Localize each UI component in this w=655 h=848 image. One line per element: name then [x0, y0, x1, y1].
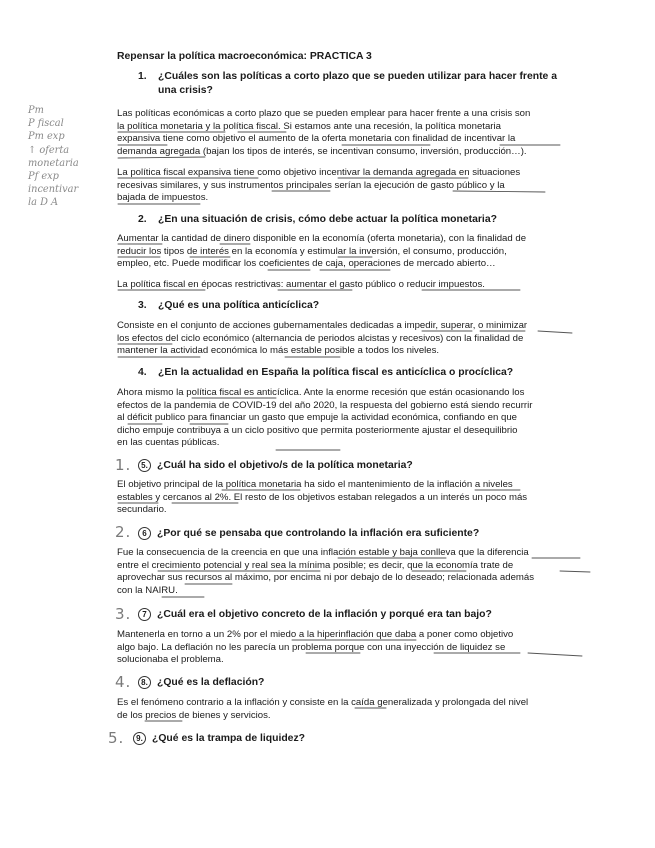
- question-number: 2.: [138, 214, 147, 225]
- question-text: ¿En la actualidad en España la política fiscal es anticíclica o procíclica?: [158, 367, 514, 378]
- margin-note: Pm exp: [28, 131, 65, 143]
- question-number: 6: [138, 527, 151, 540]
- text-line: Fue la consecuencia de la creencia en que una inflación estable y baja conlleva que la diferencia: [117, 547, 529, 558]
- text-line: entre el crecimiento potencial y real sea la mínima posible; es decir, que la economía trate de: [117, 559, 514, 571]
- underline-mark: [528, 653, 582, 656]
- handwritten-number: 3.: [115, 605, 132, 623]
- document-title: Repensar la política macroeconómica: PRACTICA 3: [117, 51, 372, 62]
- question-text: ¿Por qué se pensaba que controlando la inflación era suficiente?: [157, 528, 480, 539]
- margin-note: incentivar: [28, 184, 79, 196]
- text-line: dicho empuje contribuya a un ciclo positivo que permita posteriormente ajustar el desequilibrio: [117, 424, 518, 436]
- text-line: con la NAIRU.: [117, 584, 178, 596]
- text-line: Aumentar la cantidad de dinero disponible en la economía (oferta monetaria), con la finalidad de: [117, 233, 527, 244]
- text-line: Es el fenómeno contrario a la inflación y consiste en la caída generalizada y prolongada del nivel: [117, 697, 529, 708]
- question-number: 7: [138, 608, 151, 621]
- question-text: ¿Qué es la trampa de liquidez?: [152, 733, 306, 744]
- margin-note: la D A: [28, 197, 59, 209]
- margin-note: ↑ oferta: [28, 144, 70, 156]
- margin-note: P fiscal: [28, 118, 64, 130]
- text-line: aprovechar sus recursos al máximo, por encima ni por debajo de lo deseado; relacionada además: [117, 572, 535, 584]
- text-line: recesivas similares, y sus instrumentos principales serían la ejecución de gasto público y la: [117, 179, 505, 191]
- margin-note: monetaria: [28, 157, 79, 169]
- question-text: ¿Cuál ha sido el objetivo/s de la política monetaria?: [157, 460, 413, 471]
- text-line: algo bajo. La deflación no les parecía un problema porque con una inyección de liquidez se: [117, 641, 506, 653]
- margin-note: Pm: [28, 105, 44, 116]
- question-number: 5.: [138, 459, 151, 472]
- text-line: Consiste en el conjunto de acciones gubernamentales dedicadas a impedir, superar, o minimizar: [117, 320, 528, 331]
- question-number: 8.: [138, 676, 151, 689]
- text-line: La política fiscal expansiva tiene como objetivo incentivar la demanda agregada en situaciones: [117, 167, 521, 178]
- question-number: 9.: [133, 732, 146, 745]
- question-text: ¿Cuáles son las políticas a corto plazo que se pueden utilizar para hacer frente a: [158, 71, 557, 82]
- underline-mark: [118, 157, 205, 158]
- text-line: bajada de impuestos.: [117, 192, 209, 204]
- question-number: 4.: [138, 367, 147, 378]
- text-line: La política fiscal en épocas restrictivas: aumentar el gasto público o reducir impuestos.: [117, 279, 485, 290]
- underline-mark: [538, 331, 572, 333]
- text-line: reducir los tipos de interés en la economía y estimular la inversión, el consumo, producción,: [117, 245, 507, 257]
- text-line: Las políticas económicas a corto plazo que se pueden emplear para hacer frente a una crisis son: [117, 108, 531, 119]
- text-line: los efectos del ciclo económico (alternancia de periodos alcistas y recesivos) con la finalidad de: [117, 332, 524, 344]
- underline-mark: [453, 191, 545, 192]
- handwritten-number: 4.: [115, 673, 132, 691]
- text-line: demanda agregada (bajan los tipos de interés, se incentivan consumo, inversión, producción…).: [117, 145, 527, 157]
- text-line: solucionaba el problema.: [117, 654, 224, 666]
- question-text: ¿Qué es la deflación?: [157, 677, 265, 688]
- question-number: 1.: [138, 71, 147, 82]
- text-line: El objetivo principal de la política monetaria ha sido el mantenimiento de la inflación a niveles: [117, 479, 513, 490]
- text-line: de los precios de bienes y servicios.: [117, 709, 271, 721]
- handwritten-number: 2.: [115, 523, 132, 541]
- question-number: 3.: [138, 300, 147, 311]
- text-line: estables y cercanos al 2%. El resto de los objetivos estaban relegados a un interés un poco más: [117, 491, 528, 503]
- text-line: Mantenerla en torno a un 2% por el miedo a la hiperinflación que daba a poner como objetivo: [117, 629, 514, 640]
- text-line: en las cuentas públicas.: [117, 437, 220, 449]
- text-line: expansiva tiene como objetivo el aumento de la oferta monetaria con finalidad de incentivar la: [117, 133, 516, 145]
- question-text: ¿Cuál era el objetivo concreto de la inflación y porqué era tan bajo?: [157, 609, 492, 620]
- question-text: ¿Qué es una política anticíclica?: [158, 300, 320, 311]
- underline-mark: [560, 571, 590, 572]
- handwritten-number: 5.: [108, 729, 125, 747]
- margin-note: Pf exp: [28, 171, 59, 183]
- text-line: Ahora mismo la política fiscal es anticíclica. Ante la enorme recesión que están ocasionando los: [117, 387, 525, 398]
- text-line: secundario.: [117, 504, 167, 516]
- handwritten-number: 1.: [115, 456, 132, 474]
- question-text-cont: una crisis?: [158, 85, 213, 96]
- text-line: mantener la actividad económica lo más estable posible a todos los niveles.: [117, 345, 440, 357]
- text-line: la política monetaria y la política fiscal. Si estamos ante una recesión, la política monetaria: [117, 120, 501, 132]
- text-line: efectos de la pandemia de COVID-19 del año 2020, la respuesta del gobierno está siendo recurrir: [117, 399, 533, 411]
- question-text: ¿En una situación de crisis, cómo debe actuar la política monetaria?: [158, 214, 497, 225]
- text-line: al déficit publico para financiar un gasto que empuje la actividad económica, confiando en que: [117, 412, 518, 424]
- text-line: empleo, etc. Puede modificar los coeficientes de caja, operaciones de mercado abierto…: [117, 258, 496, 270]
